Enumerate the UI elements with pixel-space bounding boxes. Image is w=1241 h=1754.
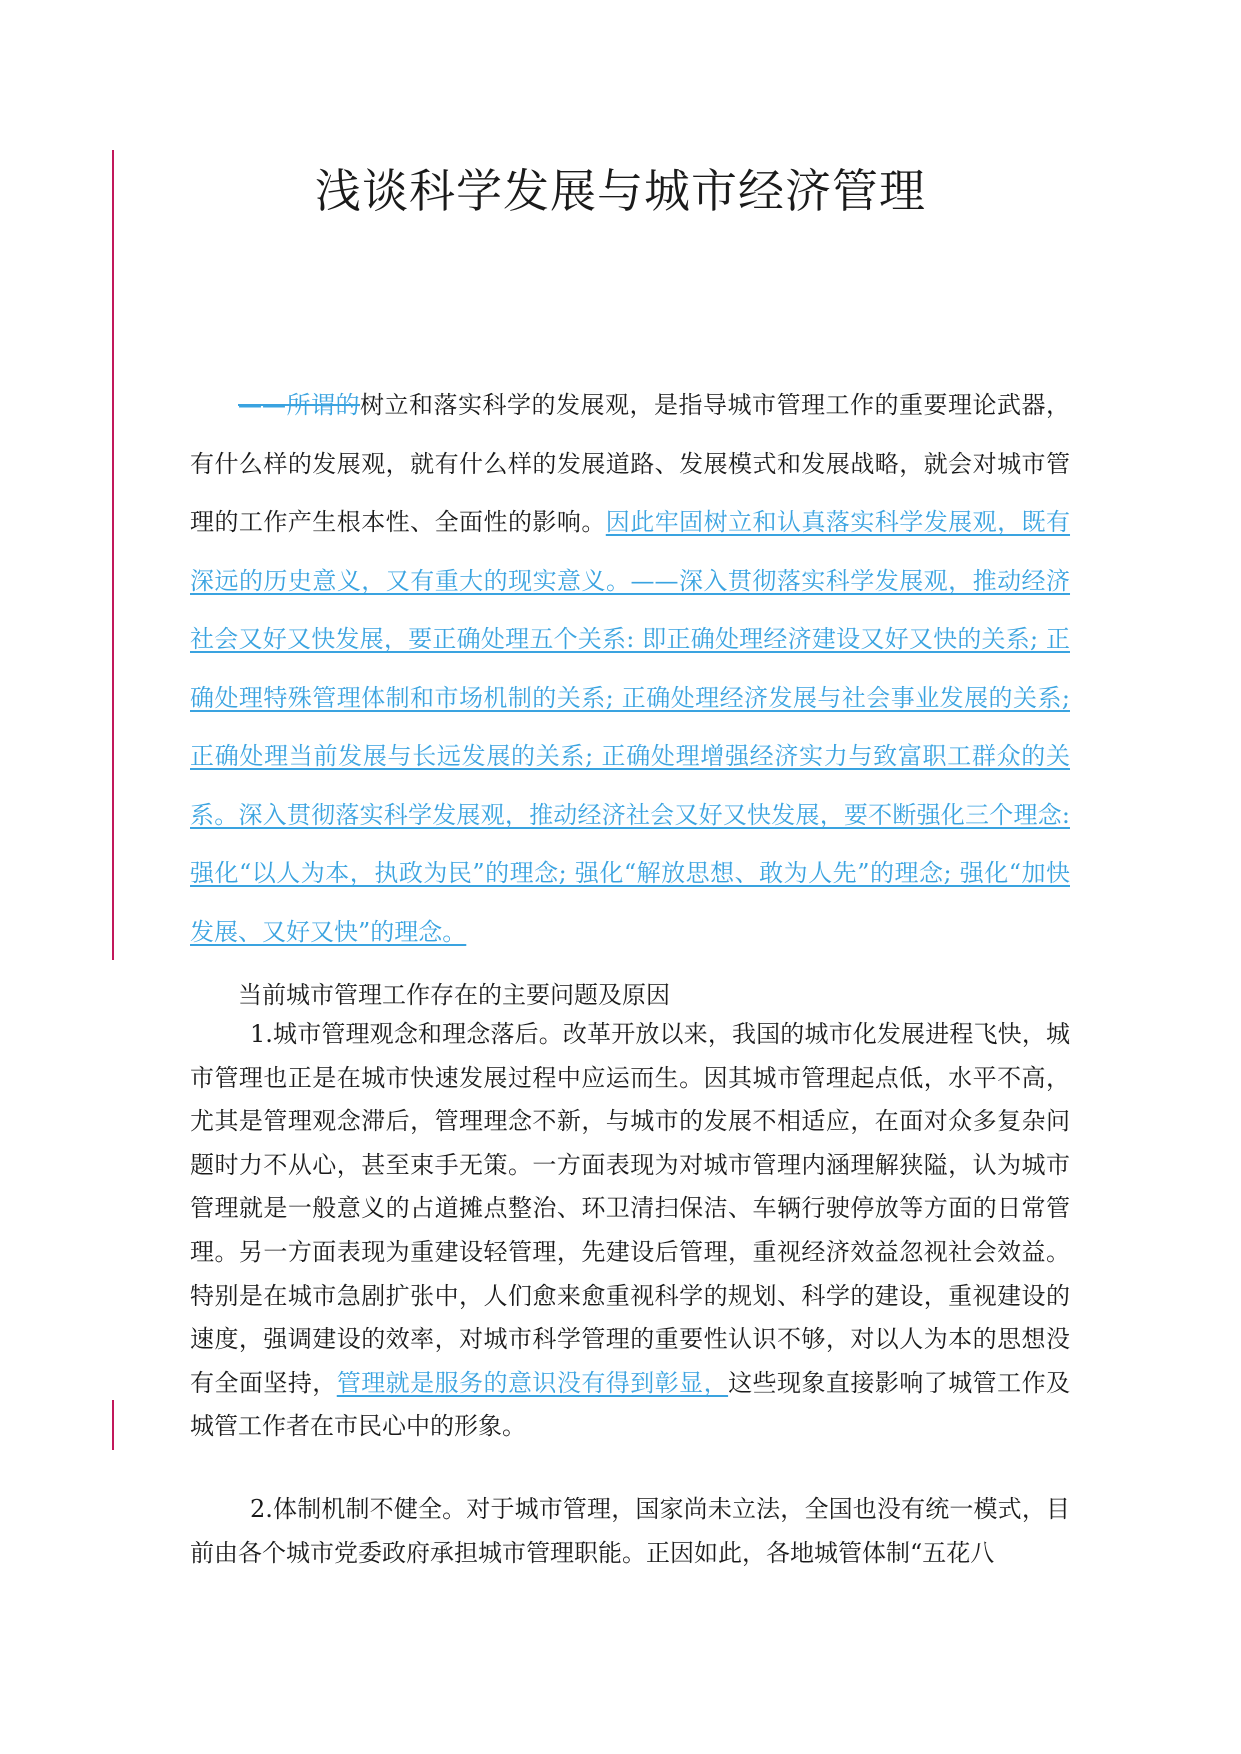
paragraph-text: 2.体制机制不健全。对于城市管理，国家尚未立法，全国也没有统一模式，目前由各个城市党委政府承担城市管理职能。正因如此，各地城管体制“五花八 <box>190 1495 1070 1567</box>
document-title: 浅谈科学发展与城市经济管理 <box>315 164 926 218</box>
paragraph-point-2 <box>190 1487 1070 1575</box>
paragraph-text: 这些现象直接影响了城管工作及城管工作者在市民心中的形象。 <box>190 1368 1071 1441</box>
tracked-insertion: 深入贯彻落实科学发展观，推动经济社会又好又快发展，要正确处理五个关系: 即正确处理经济建设又好又快的关系; 正确处理特殊管理体制和市场机制的关系; 正确处理经济发展与社会事业发展的关系; 正确处理当前发展与长远发展的关系; 正确处理增强经济实力与致富职工群众的关系。深入贯彻落实科学发展观，推动经济社会又好又快发展，要不断强化三个理念: 强化“以人为本，执政为民”的理念; 强化“解放思想、敢为人先”的理念; 强化“加快发展、又好又快”的理念。 <box>190 566 1071 946</box>
change-bar-top <box>112 150 114 960</box>
tracked-deletion: ——所谓的 <box>238 391 360 419</box>
paragraph-text: 树立和落实科学的发展观，是指导城市管理工作的重要理论武器，有什么样的发展观，就有什么样的发展道路、发展模式和发展战略，就会对城市管理的工作产生根本性、全面性的影响。 <box>190 391 1070 536</box>
change-bar-bottom <box>112 1400 114 1450</box>
paragraph-intro <box>190 376 1070 961</box>
paragraph-text: 1.城市管理观念和理念落后。改革开放以来，我国的城市化发展进程飞快，城市管理也正是在城市快速发展过程中应运而生。因其城市管理起点低，水平不高，尤其是管理观念滞后，管理理念不新，与城市的发展不相适应，在面对众多复杂问题时力不从心，甚至束手无策。一方面表现为对城市管理内涵理解狭隘，认为城市管理就是一般意义的占道摊点整治、环卫清扫保洁、车辆行驶停放等方面的日常管理。另一方面表现为重建设轻管理，先建设后管理，重视经济效益忽视社会效益。特别是在城市急剧扩张中，人们愈来愈重视科学的规划、科学的建设，重视建设的速度，强调建设的效率，对城市科学管理的重要性认识不够，对以人为本的思想没有全面坚持， <box>190 1020 1070 1397</box>
section-heading: 当前城市管理工作存在的主要问题及原因 <box>238 981 670 1009</box>
tracked-deletion: 管理就是服务的意识没有得到彰显， <box>336 1368 729 1397</box>
paragraph-point-1 <box>190 1013 1070 1449</box>
tracked-deletion: 因此牢固树立和认真落实科学发展观，既有深远的历史意义，又有重大的现实意义。—— <box>190 508 1071 595</box>
